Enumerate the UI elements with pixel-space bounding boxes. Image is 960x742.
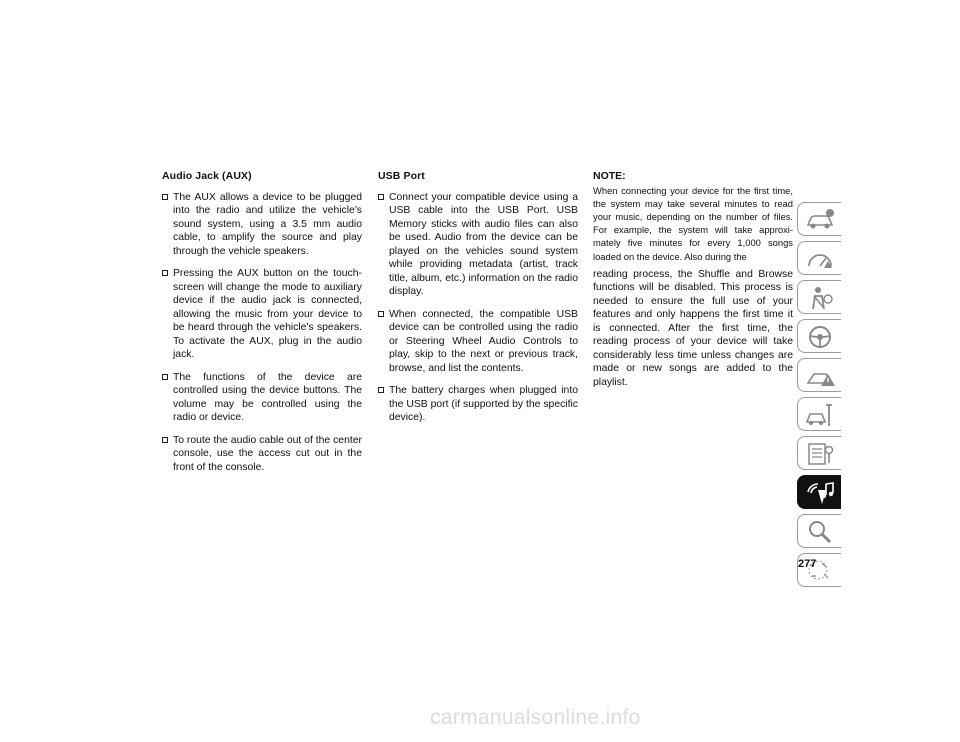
list-item — [378, 384, 578, 425]
bullet-text: Connect your compatible device using a USB cable into the USB Port. USB Memory sticks with audio files can also be used. Audio from the device can be played on the vehicles sound system while providing metadata (artist, track title, album, etc.) information on the radio display. — [389, 191, 578, 297]
tab-emergency[interactable] — [797, 358, 841, 392]
watermark: carmanualsonline.info — [430, 706, 641, 729]
list-item — [162, 267, 362, 362]
page-number: 277 — [798, 558, 817, 570]
checkbox-bullet-icon — [378, 387, 384, 393]
aux-bullet-list — [162, 191, 362, 475]
bullet-text: The battery charges when plugged into the USB port (if supported by the specific device). — [389, 385, 578, 423]
emergency-triangle-icon — [804, 363, 836, 389]
tab-specifications[interactable] — [797, 436, 841, 470]
bullet-text: The AUX allows a device to be plugged into the radio and utilize the vehicle's sound system, using a 3.5 mm audio cable, to amplify the source and play through the vehicle speakers. — [173, 191, 362, 257]
list-item — [378, 191, 578, 299]
column-audio-jack — [162, 170, 362, 483]
specifications-list-icon — [804, 441, 836, 467]
dashboard-warning-icon — [804, 246, 836, 272]
car-info-icon — [804, 207, 836, 233]
bullet-text: When connected, the compatible USB device can be controlled using the radio or Steering Wheel Audio Controls to play, skip to the next or previous track, browse, and list the contents. — [389, 308, 578, 374]
list-item — [162, 371, 362, 425]
note-label: NOTE: — [593, 170, 626, 182]
checkbox-bullet-icon — [378, 311, 384, 317]
tab-multimedia[interactable] — [797, 475, 841, 509]
column-usb-port — [378, 170, 578, 434]
bullet-text: Pressing the AUX button on the touch-screen will change the mode to auxiliary device if the audio jack is connected, allowing the music from your device to be heard through the vehicle's speakers. To activate the AUX, plug in the audio jack. — [173, 268, 362, 360]
list-item — [162, 191, 362, 259]
note-text: When connecting your device for the first time, the system may take several minutes to read your music, depending on the number of files. For example, the system will take approxi-mately five minutes for every 1,000 songs loaded on the device. Also during the — [593, 184, 793, 262]
bullet-text: To route the audio cable out of the center console, use the access cut out in the front of the console. — [173, 434, 362, 473]
usb-bullet-list — [378, 191, 578, 425]
checkbox-bullet-icon — [162, 270, 168, 276]
multimedia-icon — [804, 480, 836, 506]
chapter-tab-sidebar — [797, 202, 845, 592]
list-item — [378, 308, 578, 376]
tab-steering-wheel[interactable] — [797, 319, 841, 353]
checkbox-bullet-icon — [162, 374, 168, 380]
tab-search-index[interactable] — [797, 514, 841, 548]
checkbox-bullet-icon — [162, 194, 168, 200]
note-continuation: reading process, the Shuffle and Browse functions will be disabled. This process is needed to ensure the full use of your features and only happens the first time it is connected. After the first time, the reading process of your device will take considerably less time unless changes are made or new songs are added to the playlist. — [593, 268, 793, 388]
seatbelt-airbag-icon — [804, 285, 836, 311]
tab-service[interactable] — [797, 397, 841, 431]
steering-wheel-icon — [804, 324, 836, 350]
section-heading-aux: Audio Jack (AUX) — [162, 170, 252, 182]
tab-car-info[interactable] — [797, 202, 841, 236]
bullet-text: The functions of the device are controlled using the device buttons. The volume may be controlled using the radio or device. — [173, 371, 362, 423]
tab-dashboard-warning[interactable] — [797, 241, 841, 275]
list-item — [162, 434, 362, 475]
checkbox-bullet-icon — [378, 194, 384, 200]
checkbox-bullet-icon — [162, 437, 168, 443]
search-index-icon — [804, 519, 836, 545]
tab-seatbelt-airbag[interactable] — [797, 280, 841, 314]
column-note — [593, 170, 793, 389]
section-heading-usb: USB Port — [378, 170, 425, 182]
car-service-tools-icon — [804, 402, 836, 428]
